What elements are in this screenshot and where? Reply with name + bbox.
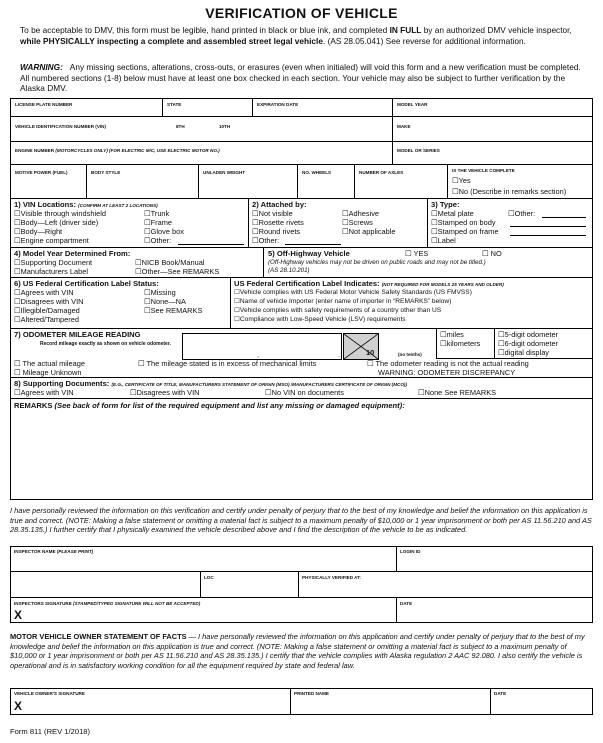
type-stamped-frame[interactable]: ☐Stamped on frame [431, 227, 499, 236]
vin-loc-engine[interactable]: ☐Engine compartment [14, 236, 89, 245]
col-divider [392, 116, 393, 141]
col-divider [490, 688, 491, 715]
s8-title [14, 379, 407, 388]
odometer-digits[interactable] [182, 333, 342, 360]
odometer-not-actual[interactable]: ☐ The odometer reading is not the actual reading [367, 359, 529, 368]
intro-bold: while PHYSICALLY inspecting a complete and assembled street legal vehicle [20, 35, 323, 46]
cert-importer[interactable]: ☐Name of vehicle Importer (enter name of importer in “REMARKS” below) [234, 298, 452, 305]
s4-title: 4) Model Year Determined From: [14, 249, 131, 258]
col-divider [290, 688, 291, 715]
vin-loc-frame[interactable]: ☐Frame [144, 218, 172, 227]
docs-agrees[interactable]: ☐Agrees with VIN [14, 388, 74, 397]
col-divider [298, 571, 299, 597]
row-divider [10, 398, 593, 399]
mileage-unknown[interactable]: ☐ Mileage Unknown [14, 368, 82, 377]
row-divider [10, 198, 593, 199]
s6-title: 6) US Federal Certification Label Status: [14, 279, 159, 288]
row-divider [10, 377, 593, 378]
attached-adhesive[interactable]: ☐Adhesive [342, 209, 380, 218]
vin-loc-trunk[interactable]: ☐Trunk [144, 209, 170, 218]
unit-kilometers[interactable]: ☐kilometers [440, 339, 481, 348]
engine-note: (MOTORCYCLES ONLY) (FOR ELECTRIC M/C, USE ELECTRIC MOTOR NO.) [55, 148, 220, 153]
wheels-label: NO. WHEELS [302, 170, 332, 175]
remarks-title [14, 401, 405, 410]
s6b-title-text: US Federal Certification Label Indicates: [234, 279, 380, 288]
body-style-label: BODY STYLE [91, 170, 121, 175]
type-stamped-body[interactable]: ☐Stamped on body [431, 218, 496, 227]
col-divider [436, 328, 437, 358]
row-divider [10, 116, 593, 117]
model-year-label: MODEL YEAR [397, 102, 428, 107]
s1-title [14, 200, 158, 209]
attached-other[interactable]: ☐Other: [252, 236, 280, 245]
owner-statement-title: MOTOR VEHICLE OWNER STATEMENT OF FACTS [10, 632, 187, 641]
s6b-sub: (NOT REQUIRED FOR MODELS 25 YEARS AND OLDER) [381, 282, 504, 287]
inspector-date-label: DATE [400, 601, 413, 606]
remarks-note: (See back of form for list of the required equipment and list any missing or damaged equipment): [54, 401, 405, 410]
s1-title-text: 1) VIN Locations: [14, 200, 77, 209]
inspector-signature-x[interactable]: X [14, 608, 23, 622]
s1-sub: (CONFIRM AT LEAST 2 LOCATIONS) [78, 203, 158, 208]
complete-yes-checkbox[interactable]: ☐Yes [452, 176, 471, 185]
vin-loc-other-line [178, 244, 244, 245]
cert-foreign[interactable]: ☐Vehicle complies with safety requirements of a country other than US [234, 307, 442, 314]
expiration-label: EXPIRATION DATE [257, 102, 299, 107]
intro-text [20, 25, 588, 46]
row-divider [10, 141, 593, 142]
col-divider [396, 546, 397, 571]
axles-label: NUMBER OF AXLES [359, 170, 404, 175]
motive-power-label: MOTIVE POWER (FUEL) [15, 170, 68, 175]
unit-miles[interactable]: ☐miles [440, 330, 464, 339]
loc-label: LOC [204, 575, 214, 580]
is-complete-label: IS THE VEHICLE COMPLETE [452, 168, 515, 173]
owner-statement [10, 632, 593, 670]
attached-na[interactable]: ☐Not applicable [342, 227, 396, 236]
s3-title: 3) Type: [431, 200, 460, 209]
odometer-digital[interactable]: ☐digital display [498, 348, 549, 357]
inspector-name-label [14, 549, 93, 554]
label-see-remarks[interactable]: ☐See REMARKS [144, 306, 203, 315]
col-divider [162, 98, 163, 116]
off-highway-yes[interactable]: ☐ YES [405, 249, 429, 258]
col-divider [252, 98, 253, 116]
vin-loc-body-left[interactable]: ☐Body—Left (driver side) [14, 218, 99, 227]
col-divider [248, 198, 249, 247]
model-series-label: MODEL OR SERIES [397, 148, 440, 153]
inspector-signature-text: INSPECTORS SIGNATURE [14, 601, 72, 606]
inspector-grid [10, 546, 593, 623]
cert-lsv[interactable]: ☐Compliance with Low-Speed Vehicle (LSV) requirements [234, 316, 406, 323]
s8-sub: (E.G., CERTIFICATE OF TITLE, MANUFACTURERS STATEMENT OF ORIGIN (MSO) /MANUFACTURERS CERTIFICATE OF ORIGIN (MCO)) [111, 382, 407, 387]
row-divider [10, 597, 593, 598]
label-agrees[interactable]: ☐Agrees with VIN [14, 288, 74, 297]
label-altered[interactable]: ☐Altered/Tampered [14, 315, 79, 324]
type-other-line [510, 226, 586, 227]
odometer-discrepancy-warning: WARNING: ODOMETER DISCREPANCY [378, 368, 516, 377]
s7-title: 7) ODOMETER MILEAGE READING [14, 330, 141, 339]
docs-disagrees[interactable]: ☐Disagrees with VIN [130, 388, 200, 397]
label-none-na[interactable]: ☐None—NA [144, 297, 186, 306]
odometer-separator: , [257, 350, 260, 359]
vin-loc-other[interactable]: ☐Other: [144, 236, 172, 245]
col-divider [494, 328, 495, 358]
owner-statement-body: — I have personally reviewed the information on this application and certify under penalty of perjury that to the best of my knowledge and belief the information on this application is true and correct. (NOTE: Making a false statement or omitting a material fact is subject to a maximum penalty of $10,000 or 1 year imprisonment or both per AS 11.56.210 and AS 28.35.135.) I certify that the vehicle complies with Alaska regulation 2 AAC 92.080. I also certify the vehicle is operational and is in satisfactory working condition for all the equipment required by state and federal law. [10, 632, 585, 670]
off-highway-no[interactable]: ☐ NO [482, 249, 502, 258]
license-plate-label: LICENSE PLATE NUMBER [15, 102, 73, 107]
inspector-name-text: INSPECTOR NAME [14, 549, 56, 554]
owner-date-label: DATE [494, 691, 507, 696]
verified-at-label: PHYSICALLY VERIFIED AT: [302, 575, 361, 580]
row-divider [10, 571, 593, 572]
printed-name-label: PRINTED NAME [294, 691, 329, 696]
col-divider [427, 198, 428, 247]
model-year-other[interactable]: ☐Other—See REMARKS [135, 267, 220, 276]
attached-not-visible[interactable]: ☐Not visible [252, 209, 293, 218]
mileage-excess[interactable]: ☐ The mileage stated is in excess of mechanical limits [138, 359, 317, 368]
vin-8th-label: 8TH [176, 124, 185, 129]
model-year-label-src[interactable]: ☐Manufacturers Label [14, 267, 89, 276]
remarks-area[interactable] [12, 412, 591, 498]
label-disagrees[interactable]: ☐Disagrees with VIN [14, 297, 84, 306]
type-metal-plate[interactable]: ☐Metal plate [431, 209, 474, 218]
complete-no-checkbox[interactable]: ☐No (Describe in remarks section) [452, 187, 567, 196]
warning-label: WARNING: [20, 62, 63, 72]
model-year-document[interactable]: ☐Supporting Document [14, 258, 93, 267]
col-divider [230, 277, 231, 328]
vin-label: VEHICLE IDENTIFICATION NUMBER (VIN) [15, 124, 107, 129]
state-label: STATE [167, 102, 182, 107]
inspector-signature-label [14, 601, 200, 606]
vin-loc-windshield[interactable]: ☐Visible through windshield [14, 209, 106, 218]
vin-loc-body-right[interactable]: ☐Body—Right [14, 227, 63, 236]
row-divider [10, 164, 593, 165]
type-other-line [542, 217, 586, 218]
vin-10th-label: 10TH [219, 124, 231, 129]
owner-signature-x[interactable]: X [14, 699, 23, 713]
col-divider [297, 164, 298, 198]
odometer-no-tenths: (no tenths) [398, 352, 422, 357]
col-divider [396, 597, 397, 623]
label-missing[interactable]: ☐Missing [144, 288, 176, 297]
odometer-6-digit[interactable]: ☐6-digit odometer [498, 339, 559, 348]
intro-bold: IN FULL [389, 25, 422, 35]
row-divider [10, 328, 593, 329]
model-year-nicb[interactable]: ☐NICB Book/Manual [135, 258, 205, 267]
type-other-line [510, 235, 586, 236]
intro-part: by an authorized DMV vehicle inspector, [421, 25, 572, 35]
col-divider [86, 164, 87, 198]
vin-loc-glovebox[interactable]: ☐Glove box [144, 227, 184, 236]
remarks-title-text: REMARKS [14, 401, 53, 410]
cert-fmvss[interactable]: ☐Vehicle complies with US Federal Motor Vehicle Safety Standards (US FMVSS) [234, 289, 472, 296]
engine-number-text: ENGINE NUMBER [15, 148, 55, 153]
off-highway-note: (Off-Highway vehicles may not be driven on public roads and may not be titled.) [268, 259, 486, 266]
attached-other-line [285, 244, 341, 245]
warning-body: Any missing sections, alterations, cross-outs, or erasures (even when initialed) will void this form and a new verification must be completed. All numbered sections (1-8) below must have at least one box checked in each section. Your vehicle may also be subject to further verification by the Alaska DMV. [20, 62, 581, 93]
s2-title: 2) Attached by: [252, 200, 307, 209]
off-highway-statute: (AS 28.10.201) [268, 267, 310, 274]
intro-part: . (AS 28.05.041) See reverse for additional information. [322, 35, 526, 46]
col-divider [392, 98, 393, 116]
s5-title: 5) Off-Highway Vehicle [268, 249, 350, 258]
inspector-name-note: (PLEASE PRINT) [56, 549, 94, 554]
type-other[interactable]: ☐Other: [508, 209, 536, 218]
col-divider [392, 141, 393, 164]
row-divider [10, 247, 593, 248]
attached-round[interactable]: ☐Round rivets [252, 227, 301, 236]
s6b-title [234, 279, 504, 288]
inspector-signature-note: (STAMPED/TYPED SIGNATURE WILL NOT BE ACCEPTED) [73, 601, 201, 606]
unladen-weight-label: UNLADEN WEIGHT [203, 170, 246, 175]
certification-text: I have personally reviewed the information on this verification and certify under penalty of perjury that to the best of my knowledge and belief the information on this application is true and correct. (NOTE: Making a false statement or omitting a material fact is subject to a maximum penalty of $10,000 or 1 year imprisonment or both per AS 11.56.210 and AS 28.35.135.) I further certify that I physically examined the vehicle described above and I find the description of the vehicle to be as indicated. [10, 506, 592, 535]
warning-text [20, 62, 588, 94]
odometer-note: Record mileage exactly as shown on vehicle odometer. [40, 341, 171, 347]
label-illegible[interactable]: ☐Illegible/Damaged [14, 306, 80, 315]
odometer-ten: 10 [366, 348, 375, 357]
odometer-decimal: . [338, 350, 341, 359]
attached-rosette[interactable]: ☐Rosette rivets [252, 218, 304, 227]
docs-none[interactable]: ☐None See REMARKS [418, 388, 497, 397]
attached-screws[interactable]: ☐Screws [342, 218, 373, 227]
type-label[interactable]: ☐Label [431, 236, 456, 245]
intro-part: To be acceptable to DMV, this form must be legible, hand printed in black or blue ink, and completed [20, 25, 390, 35]
make-label: MAKE [397, 124, 411, 129]
form-title: VERIFICATION OF VEHICLE [205, 5, 398, 21]
s8-title-text: 8) Supporting Documents: [14, 379, 110, 388]
odometer-5-digit[interactable]: ☐5-digit odometer [498, 330, 559, 339]
docs-no-vin[interactable]: ☐No VIN on documents [265, 388, 344, 397]
engine-number-label [15, 148, 220, 153]
col-divider [263, 247, 264, 277]
form-number: Form 811 (REV 1/2018) [10, 727, 91, 736]
actual-mileage[interactable]: ☐ The actual mileage [14, 359, 85, 368]
row-divider [10, 277, 593, 278]
col-divider [198, 164, 199, 198]
col-divider [354, 164, 355, 198]
col-divider [447, 164, 448, 198]
login-id-label: LOGIN ID [400, 549, 421, 554]
col-divider [200, 571, 201, 597]
owner-signature-label: VEHICLE OWNER'S SIGNATURE [14, 691, 85, 696]
